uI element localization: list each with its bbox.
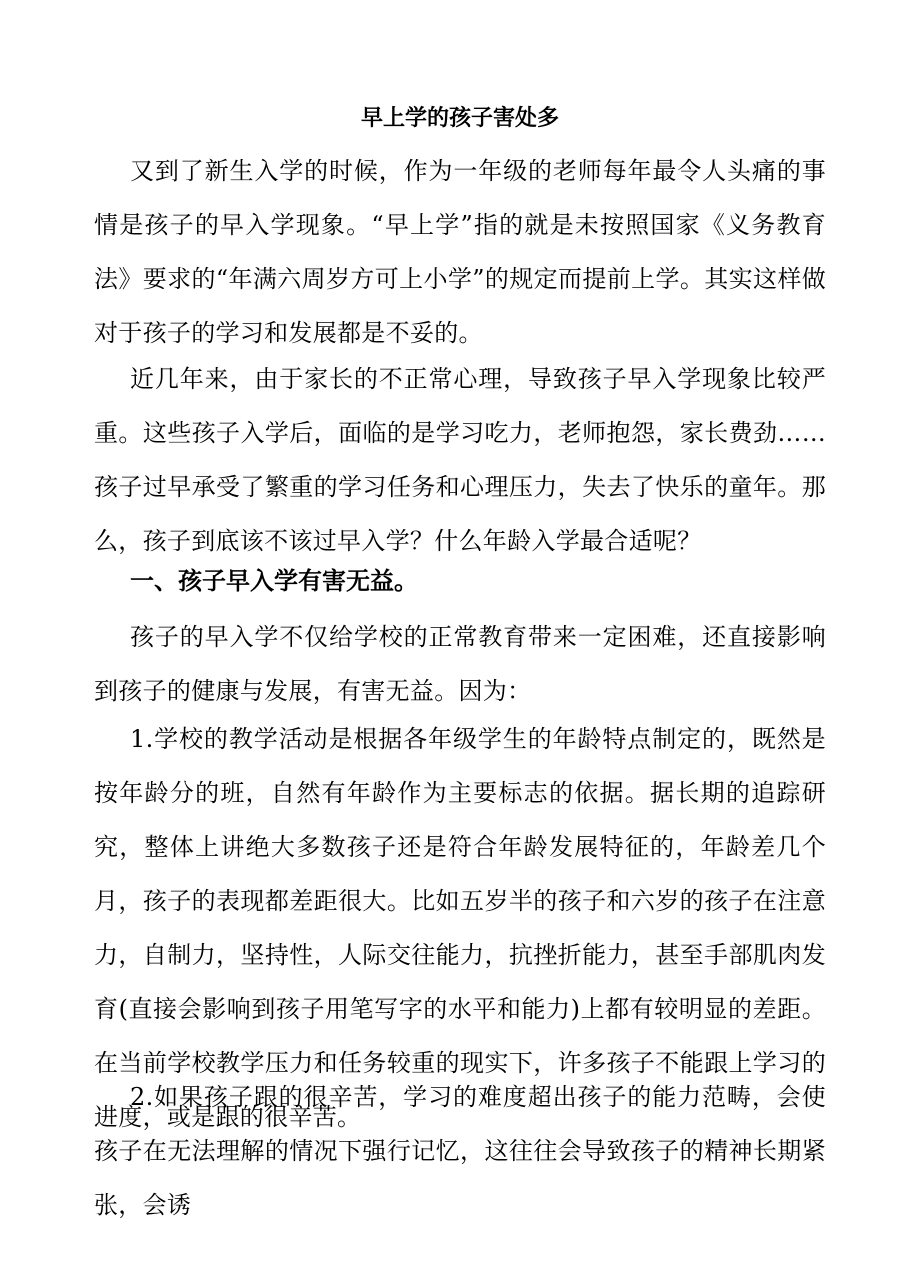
document-title: 早上学的孩子害处多 [360,106,559,131]
paragraph-intro: 又到了新生入学的时候，作为一年级的老师每年最令人头痛的事情是孩子的早入学现象。“早上学”指的就是未按照国家《义务教育法》要求的“年满六周岁方可上小学”的规定而提前上学。其实这样做对于孩子的学习和发展都是不妥的。 [94,157,826,347]
section-heading-1: 一、孩子早入学有害无益。 [130,567,418,595]
paragraph-point-1: 1.学校的教学活动是根据各年级学生的年龄特点制定的，既然是按年龄分的班，自然有年龄作为主要标志的依据。据长期的追踪研究，整体上讲绝大多数孩子还是符合年龄发展特征的，年龄差几个月，孩子的表现都差距很大。比如五岁半的孩子和六岁的孩子在注意力，自制力，坚持性，人际交往能力，抗挫折能力，甚至手部肌肉发育(直接会影响到孩子用笔写字的水平和能力)上都有较明显的差距。在当前学校教学压力和任务较重的现实下，许多孩子不能跟上学习的进度，或是跟的很辛苦。 [94,725,826,1131]
paragraph-background: 近几年来，由于家长的不正常心理，导致孩子早入学现象比较严重。这些孩子入学后，面临的是学习吃力，老师抱怨，家长费劲……孩子过早承受了繁重的学习任务和心理压力，失去了快乐的童年。那么，孩子到底该不该过早入学？什么年龄入学最合适呢？ [94,365,826,555]
paragraph-point-2: 2.如果孩子跟的很辛苦，学习的难度超出孩子的能力范畴，会使孩子在无法理解的情况下强行记忆，这往往会导致孩子的精神长期紧张，会诱 [94,1083,826,1219]
paragraph-section-1-intro: 孩子的早入学不仅给学校的正常教育带来一定困难，还直接影响到孩子的健康与发展，有害无益。因为： [94,623,826,705]
